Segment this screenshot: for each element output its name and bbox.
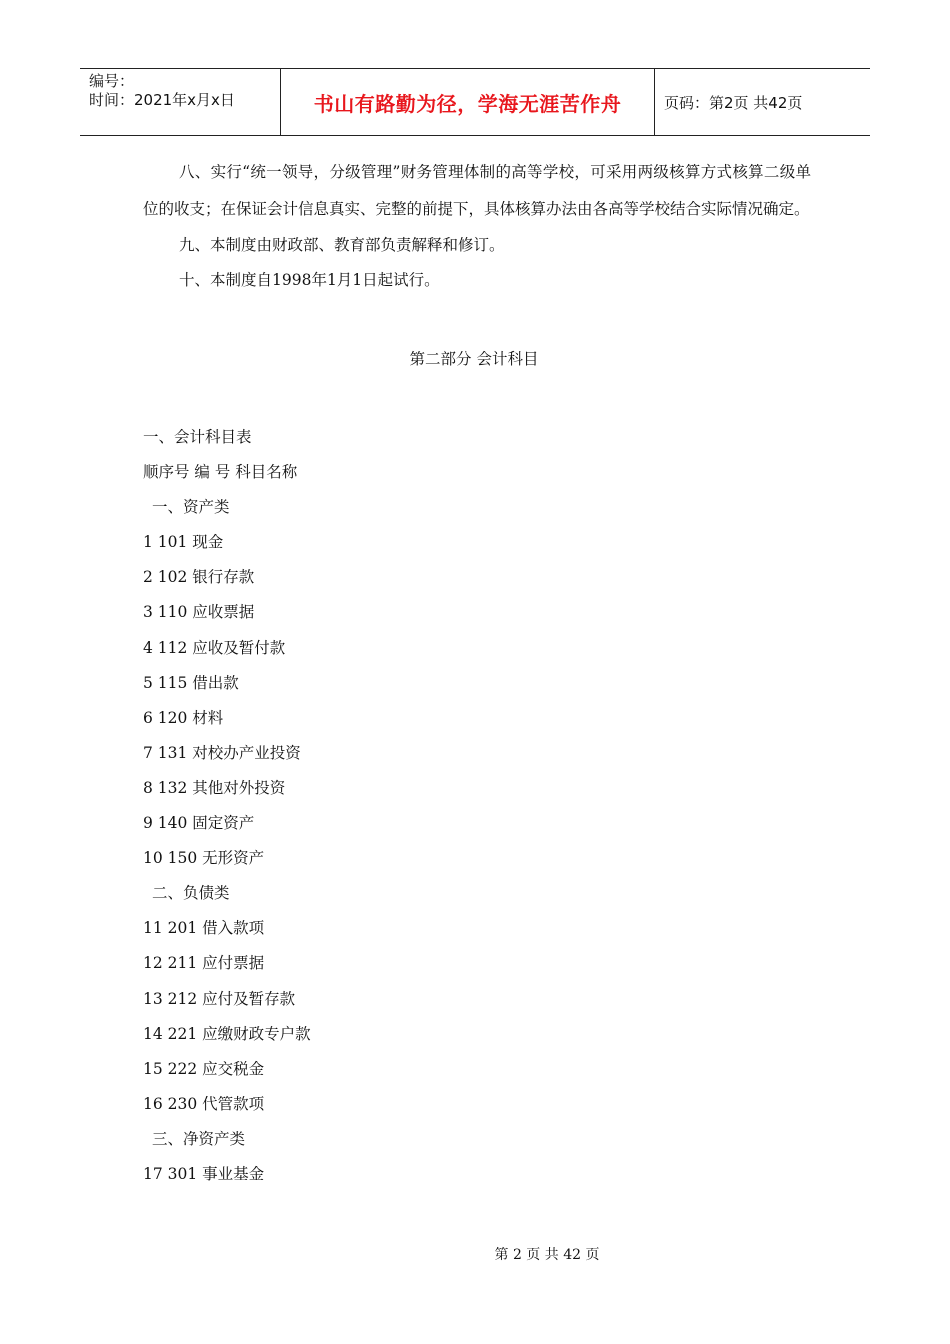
serial-number-label: 编号： — [89, 72, 135, 90]
category-assets: 一、资产类 — [152, 498, 230, 517]
paragraph-eight: 八、实行“统一领导，分级管理”财务管理体制的高等学校，可采用两级核算方式核算二级单位的收支；在保证会计信息真实、完整的前提下，具体核算办法由各高等学校结合实际情况确定。 — [143, 163, 811, 218]
list-item: 17 301 事业基金 — [143, 1164, 265, 1183]
list-item: 4 112 应收及暂付款 — [143, 638, 286, 657]
paragraph-ten: 十、本制度自1998年1月1日起试行。 — [179, 271, 440, 289]
section-title: 第二部分 会计科目 — [409, 350, 539, 368]
list-item: 10 150 无形资产 — [143, 849, 265, 868]
header-motto: 书山有路勤为径，学海无涯苦作舟 — [281, 69, 655, 135]
list-item: 6 120 材料 — [143, 708, 224, 727]
list-item: 8 132 其他对外投资 — [143, 778, 286, 797]
list-item: 15 222 应交税金 — [143, 1059, 265, 1078]
list-item: 2 102 银行存款 — [143, 568, 255, 587]
page-footer: 第 2 页 共 42 页 — [494, 1247, 600, 1263]
list-item: 7 131 对校办产业投资 — [143, 743, 301, 762]
category-liabilities: 二、负债类 — [152, 884, 230, 903]
list-item: 3 110 应收票据 — [143, 603, 255, 622]
list-item: 12 211 应付票据 — [143, 954, 265, 973]
time-label: 时间：2021年x月x日 — [89, 91, 235, 109]
list-item: 9 140 固定资产 — [143, 814, 255, 833]
header-meta — [80, 69, 281, 135]
list-heading: 一、会计科目表 — [143, 428, 252, 446]
header-page-number: 页码：第2页 共42页 — [664, 93, 803, 112]
page-header — [80, 68, 870, 136]
spacer — [143, 394, 811, 420]
category-net-assets: 三、净资产类 — [152, 1129, 246, 1148]
list-item: 14 221 应缴财政专户款 — [143, 1024, 311, 1043]
list-item: 16 230 代管款项 — [143, 1094, 265, 1113]
column-headers: 顺序号 编 号 科目名称 — [143, 463, 298, 482]
list-item: 1 101 现金 — [143, 533, 224, 552]
list-item: 11 201 借入款项 — [143, 919, 265, 938]
list-item: 13 212 应付及暂存款 — [143, 989, 296, 1008]
paragraph-nine: 九、本制度由财政部、教育部负责解释和修订。 — [179, 236, 505, 254]
document-body — [143, 154, 811, 1192]
list-item: 5 115 借出款 — [143, 673, 239, 692]
